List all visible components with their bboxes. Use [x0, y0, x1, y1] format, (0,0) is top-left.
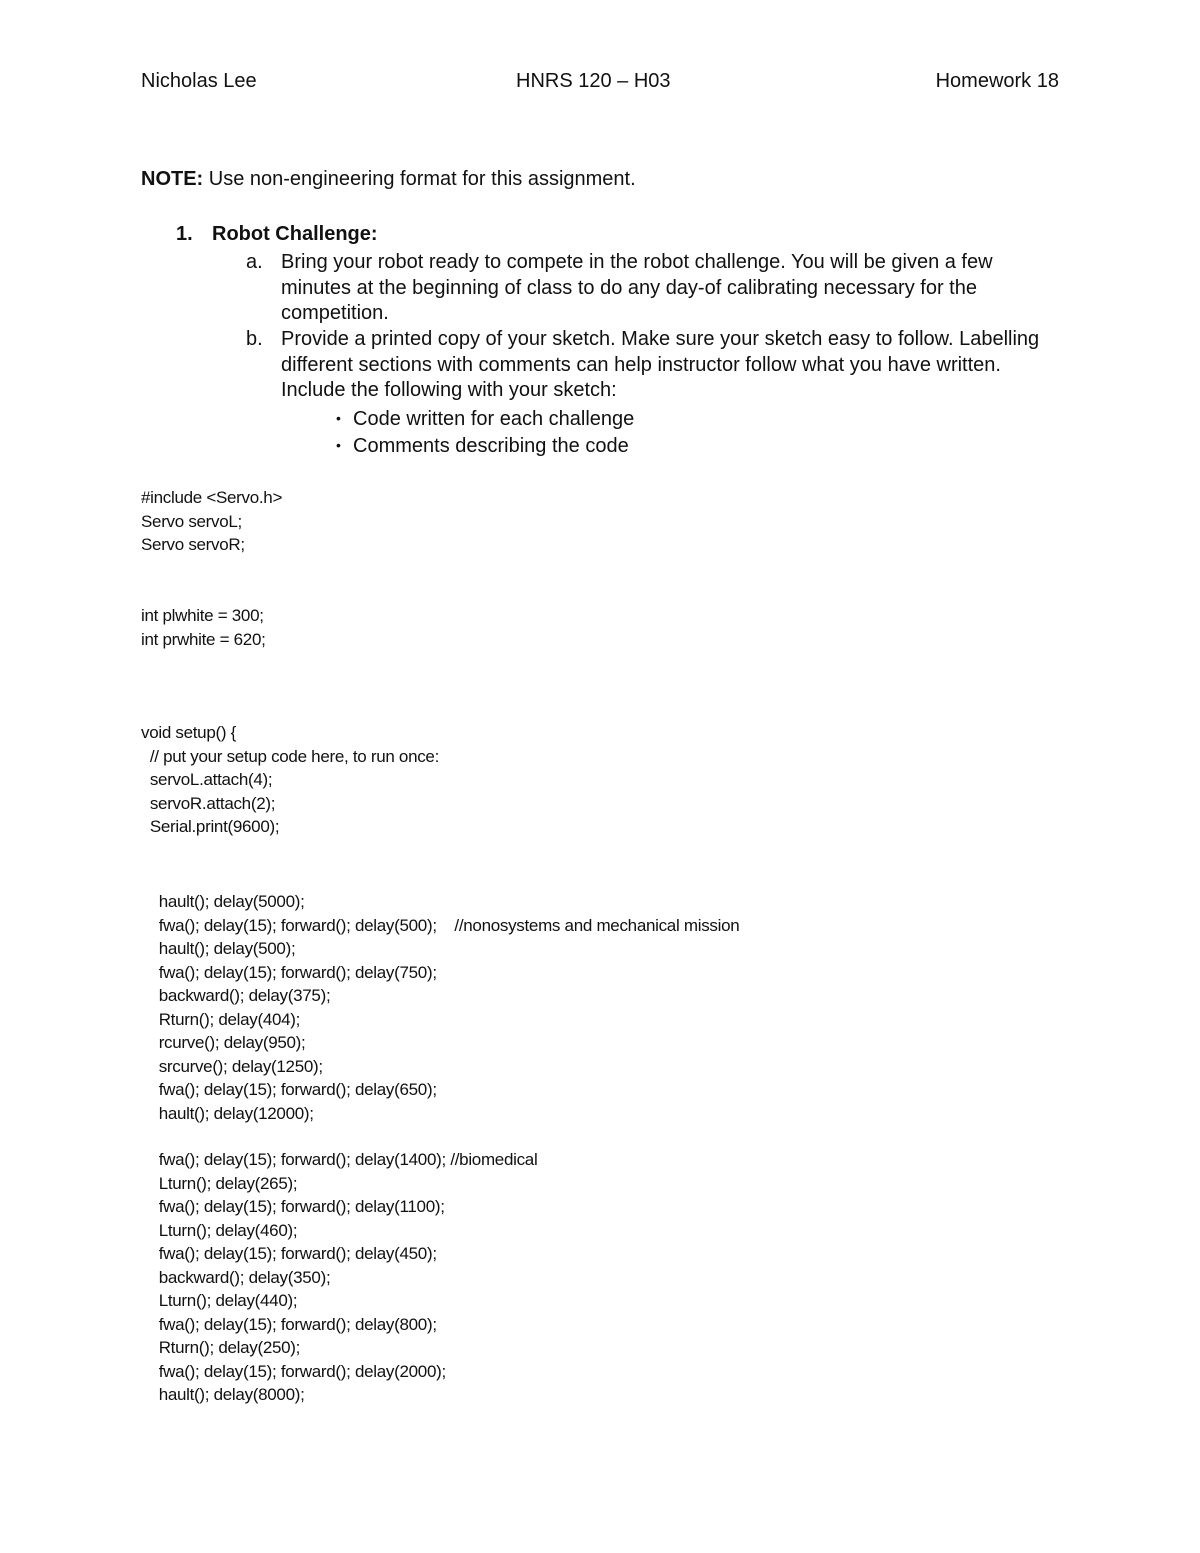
- code-variables: [141, 604, 266, 651]
- code-line: Rturn(); delay(404);: [141, 1009, 301, 1029]
- code-line: int plwhite = 300;: [141, 606, 264, 625]
- header-assignment: Homework 18: [935, 70, 1059, 92]
- code-line: int prwhite = 620;: [141, 629, 266, 649]
- code-line: Lturn(); delay(440);: [141, 1291, 298, 1310]
- note: [141, 168, 636, 191]
- question-title: Robot Challenge:: [212, 223, 378, 245]
- code-line: fwa(); delay(15); forward(); delay(450);: [141, 1244, 437, 1263]
- code-line: fwa(); delay(15); forward(); delay(1100);: [141, 1197, 445, 1216]
- code-line: hault(); delay(12000);: [141, 1103, 314, 1123]
- code-line: Servo servoL;: [141, 511, 242, 531]
- code-line: fwa(); delay(15); forward(); delay(1400); //biomedical: [141, 1150, 538, 1169]
- code-line: void setup() {: [141, 723, 237, 742]
- bullet-icon: •: [336, 410, 341, 426]
- code-mission-2: [141, 1148, 537, 1407]
- item-label: a.: [246, 251, 263, 273]
- header-course: HNRS 120 – H03: [516, 70, 671, 92]
- code-line: Serial.print(9600);: [141, 817, 280, 836]
- code-line: Rturn(); delay(250);: [141, 1338, 301, 1357]
- item-text: Bring your robot ready to compete in the robot challenge. You will be given a few minutes at the beginning of class to do any day-of calibrating necessary for the competition.: [281, 251, 993, 324]
- code-line: Lturn(); delay(460);: [141, 1220, 298, 1240]
- item-label: b.: [246, 328, 263, 350]
- code-mission-1: [141, 890, 739, 1125]
- code-line: srcurve(); delay(1250);: [141, 1056, 323, 1076]
- bullet-text: Comments describing the code: [353, 435, 629, 457]
- bullet-item: [336, 408, 634, 431]
- bullet-icon: •: [336, 437, 341, 453]
- code-line: fwa(); delay(15); forward(); delay(2000);: [141, 1361, 446, 1381]
- code-line: fwa(); delay(15); forward(); delay(750);: [141, 962, 437, 982]
- code-line: servoR.attach(2);: [141, 793, 276, 813]
- question-heading: [176, 223, 378, 246]
- header-author: Nicholas Lee: [141, 70, 257, 92]
- code-line: backward(); delay(375);: [141, 986, 331, 1005]
- code-line: rcurve(); delay(950);: [141, 1033, 306, 1052]
- code-setup: [141, 721, 439, 839]
- bullet-item: [336, 435, 629, 458]
- code-line: servoL.attach(4);: [141, 770, 273, 789]
- code-includes: [141, 486, 282, 557]
- code-line: backward(); delay(350);: [141, 1267, 331, 1287]
- code-line: fwa(); delay(15); forward(); delay(800);: [141, 1314, 437, 1334]
- code-line: // put your setup code here, to run once:: [141, 746, 440, 766]
- code-line: Lturn(); delay(265);: [141, 1173, 298, 1193]
- code-line: fwa(); delay(15); forward(); delay(500); //nonosystems and mechanical mission: [141, 915, 740, 935]
- note-text: Use non-engineering format for this assignment.: [203, 168, 636, 190]
- code-line: Servo servoR;: [141, 535, 245, 554]
- code-line: hault(); delay(8000);: [141, 1385, 305, 1404]
- code-line: fwa(); delay(15); forward(); delay(650);: [141, 1080, 437, 1099]
- bullet-text: Code written for each challenge: [353, 408, 635, 430]
- question-number: 1.: [176, 223, 193, 245]
- code-line: #include <Servo.h>: [141, 488, 283, 507]
- code-line: hault(); delay(5000);: [141, 892, 305, 911]
- item-text: Provide a printed copy of your sketch. Make sure your sketch easy to follow. Labelling different sections with comments can help instructor follow what you have written. Include the following with your sketch:: [281, 328, 1040, 401]
- note-label: NOTE:: [141, 168, 204, 190]
- code-line: hault(); delay(500);: [141, 939, 296, 958]
